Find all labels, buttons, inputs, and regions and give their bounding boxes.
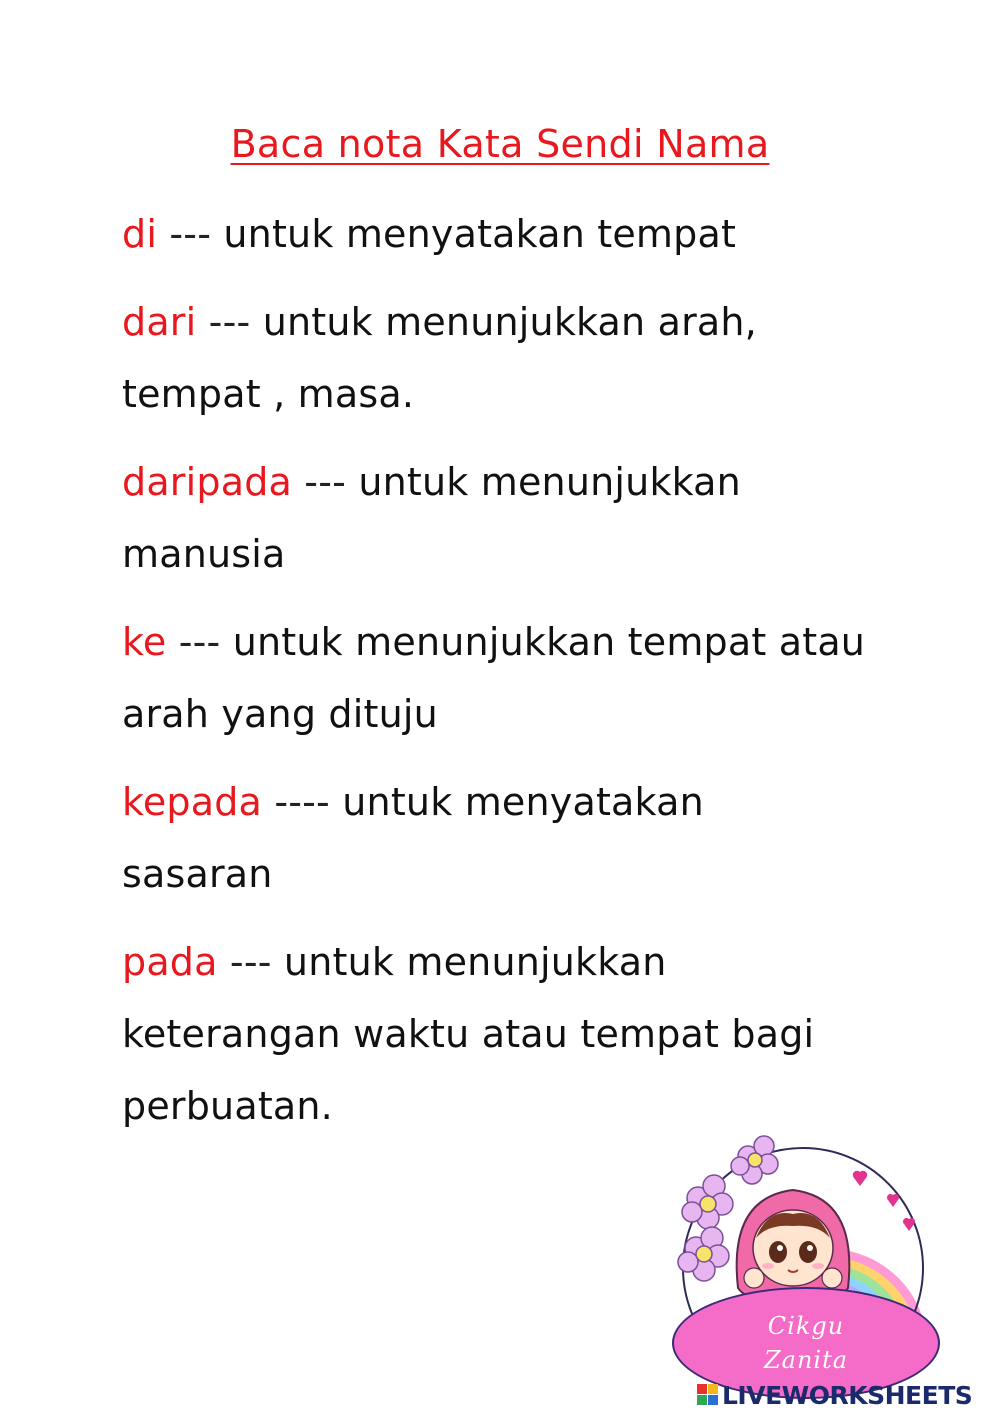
author-first-line: Cikgu <box>767 1312 845 1340</box>
note-ke <box>122 616 902 668</box>
note-daripada-continued: manusia <box>122 532 286 576</box>
note-keyword: di <box>122 212 158 256</box>
liveworksheets-logo-icon <box>697 1384 719 1406</box>
note-text: untuk menunjukkan <box>358 460 741 504</box>
note-text: untuk menunjukkan tempat atau <box>232 620 866 664</box>
note-text: untuk menyatakan tempat <box>223 212 737 256</box>
note-keyword: ke <box>122 620 167 664</box>
note-separator: --- <box>292 460 359 504</box>
author-second-line: Zanita <box>763 1346 849 1374</box>
note-text: untuk menunjukkan arah, <box>262 300 757 344</box>
note-kepada-continued: sasaran <box>122 852 273 896</box>
brand-watermark <box>697 1380 972 1410</box>
note-daripada <box>122 456 902 508</box>
note-keyword: daripada <box>122 460 293 504</box>
note-text: untuk menyatakan <box>342 780 704 824</box>
note-dari <box>122 296 902 348</box>
note-pada-continued: keterangan waktu atau tempat bagi <box>122 1012 815 1056</box>
note-keyword: pada <box>122 940 218 984</box>
note-separator: --- <box>196 300 263 344</box>
note-separator: --- <box>217 940 284 984</box>
note-separator: --- <box>157 212 224 256</box>
note-ke-continued: arah yang dituju <box>122 692 438 736</box>
brand-text: LIVEWORKSHEETS <box>722 1380 973 1410</box>
note-keyword: kepada <box>122 780 263 824</box>
note-kepada <box>122 776 902 828</box>
note-keyword: dari <box>122 300 197 344</box>
note-di <box>122 208 902 260</box>
note-dari-continued: tempat , masa. <box>122 372 415 416</box>
note-separator: ---- <box>262 780 343 824</box>
note-text: untuk menunjukkan <box>283 940 667 984</box>
page-title: Baca nota Kata Sendi Nama <box>230 122 770 166</box>
note-separator: --- <box>166 620 233 664</box>
note-pada <box>122 936 902 988</box>
note-pada-continued-2: perbuatan. <box>122 1084 333 1128</box>
notes-list <box>122 208 902 1132</box>
